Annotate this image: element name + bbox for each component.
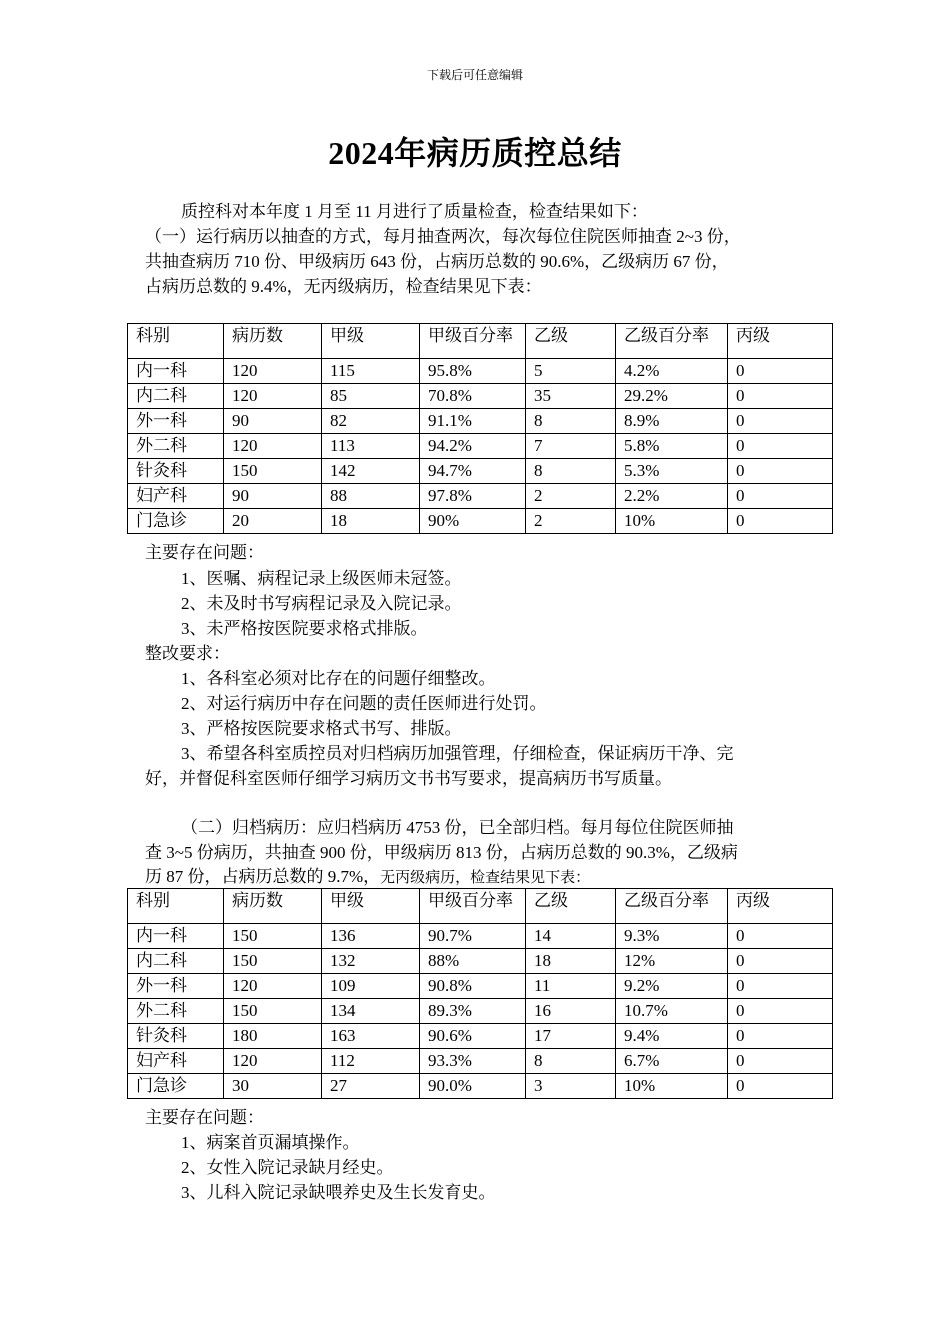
table-cell: 2.2%: [616, 484, 728, 509]
table-cell: 17: [526, 1024, 616, 1049]
table-cell: 内一科: [128, 924, 224, 949]
section2-line: 查 3~5 份病历，共抽查 900 份，甲级病历 813 份，占病历总数的 90.3%，乙级病: [145, 843, 738, 862]
table-cell: 90: [224, 409, 322, 434]
table-row: [128, 459, 833, 484]
section1-line: （一）运行病历以抽查的方式，每月抽查两次，每次每位住院医师抽查 2~3 份，: [145, 227, 741, 246]
table-cell: 113: [322, 434, 420, 459]
table-cell: 0: [728, 509, 833, 534]
table-cell: 85: [322, 384, 420, 409]
table-cell: 150: [224, 924, 322, 949]
rectify-item: 2、对运行病历中存在问题的责任医师进行处罚。: [181, 694, 547, 713]
problem-item: 1、病案首页漏填操作。: [181, 1133, 360, 1152]
page-header: 下载后可任意编辑: [426, 68, 523, 82]
table-cell: 外一科: [128, 409, 224, 434]
table-cell: 132: [322, 949, 420, 974]
table-header-cell: 病历数: [224, 889, 322, 924]
table-cell: 8: [526, 409, 616, 434]
table-cell: 4.2%: [616, 359, 728, 384]
table-cell: 30: [224, 1074, 322, 1099]
table-cell: 5: [526, 359, 616, 384]
table-cell: 35: [526, 384, 616, 409]
table-header-cell: 甲级: [322, 889, 420, 924]
table-cell: 20: [224, 509, 322, 534]
table-cell: 89.3%: [420, 999, 526, 1024]
table-header-cell: 丙级: [728, 324, 833, 359]
table-row: [128, 484, 833, 509]
table-cell: 115: [322, 359, 420, 384]
table-cell: 0: [728, 409, 833, 434]
table-cell: 2: [526, 509, 616, 534]
table-row: [128, 924, 833, 949]
table-cell: 外二科: [128, 434, 224, 459]
table-cell: 150: [224, 459, 322, 484]
table-row: [128, 359, 833, 384]
table-cell: 90: [224, 484, 322, 509]
table-cell: 5.8%: [616, 434, 728, 459]
table-cell: 5.3%: [616, 459, 728, 484]
table-cell: 6.7%: [616, 1049, 728, 1074]
table-cell: 82: [322, 409, 420, 434]
table-cell: 109: [322, 974, 420, 999]
table-cell: 3: [526, 1074, 616, 1099]
problem-item: 2、女性入院记录缺月经史。: [181, 1158, 394, 1177]
section2-line: [145, 864, 590, 891]
table-cell: 90%: [420, 509, 526, 534]
table-cell: 门急诊: [128, 509, 224, 534]
table-cell: 0: [728, 459, 833, 484]
table-cell: 93.3%: [420, 1049, 526, 1074]
table-cell: 内一科: [128, 359, 224, 384]
intro-paragraph: 质控科对本年度 1 月至 11 月进行了质量检查，检查结果如下：: [181, 202, 648, 221]
table-cell: 120: [224, 434, 322, 459]
table-cell: 94.2%: [420, 434, 526, 459]
table-cell: 120: [224, 384, 322, 409]
table-cell: 12%: [616, 949, 728, 974]
table-row: [128, 974, 833, 999]
table-header-cell: 甲级百分率: [420, 324, 526, 359]
table-row: [128, 1049, 833, 1074]
table-header-cell: 丙级: [728, 889, 833, 924]
table-cell: 91.1%: [420, 409, 526, 434]
table-cell: 134: [322, 999, 420, 1024]
section1-line: 占病历总数的 9.4%，无丙级病历，检查结果见下表：: [145, 277, 542, 296]
table-cell: 8: [526, 459, 616, 484]
table-row: [128, 384, 833, 409]
table-cell: 150: [224, 999, 322, 1024]
rectify-heading: 整改要求：: [145, 644, 230, 663]
table-cell: 0: [728, 384, 833, 409]
section2-line: （二）归档病历：应归档病历 4753 份，已全部归档。每月每位住院医师抽: [181, 818, 734, 837]
table-cell: 针灸科: [128, 1024, 224, 1049]
table-row: [128, 434, 833, 459]
table-cell: 88%: [420, 949, 526, 974]
table-cell: 0: [728, 949, 833, 974]
table-cell: 0: [728, 1024, 833, 1049]
section2-line3-small: 无丙级病历，检查结果见下表：: [380, 870, 591, 886]
table-row: [128, 509, 833, 534]
problem-item: 1、医嘱、病程记录上级医师未冠签。: [181, 569, 462, 588]
table-cell: 14: [526, 924, 616, 949]
table-cell: 94.7%: [420, 459, 526, 484]
table-cell: 门急诊: [128, 1074, 224, 1099]
table-cell: 妇产科: [128, 1049, 224, 1074]
problem-item: 3、未严格按医院要求格式排版。: [181, 619, 428, 638]
table-row: [128, 1024, 833, 1049]
document-title: 2024年病历质控总结: [328, 135, 622, 171]
table-header-cell: 科别: [128, 889, 224, 924]
table-header-cell: 病历数: [224, 324, 322, 359]
table-header-cell: 科别: [128, 324, 224, 359]
rectify-item: 1、各科室必须对比存在的问题仔细整改。: [181, 669, 496, 688]
table-header-cell: 甲级: [322, 324, 420, 359]
table-cell: 9.2%: [616, 974, 728, 999]
table-cell: 163: [322, 1024, 420, 1049]
table-cell: 70.8%: [420, 384, 526, 409]
rectify-item-continued: 好，并督促科室医师仔细学习病历文书书写要求，提高病历书写质量。: [145, 769, 672, 788]
table-cell: 120: [224, 1049, 322, 1074]
table-header-cell: 乙级百分率: [616, 889, 728, 924]
table-cell: 10.7%: [616, 999, 728, 1024]
table-header-row: [128, 324, 833, 359]
table-cell: 90.8%: [420, 974, 526, 999]
table-header-cell: 甲级百分率: [420, 889, 526, 924]
table-cell: 18: [526, 949, 616, 974]
problems-heading: 主要存在问题：: [145, 1108, 264, 1127]
table-row: [128, 949, 833, 974]
problem-item: 3、儿科入院记录缺喂养史及生长发育史。: [181, 1183, 496, 1202]
problems-heading: 主要存在问题：: [145, 543, 264, 562]
table-cell: 外一科: [128, 974, 224, 999]
table-cell: 90.0%: [420, 1074, 526, 1099]
table-cell: 0: [728, 1074, 833, 1099]
table-cell: 180: [224, 1024, 322, 1049]
table-cell: 90.6%: [420, 1024, 526, 1049]
table-cell: 妇产科: [128, 484, 224, 509]
table-cell: 95.8%: [420, 359, 526, 384]
table-cell: 150: [224, 949, 322, 974]
table-cell: 外二科: [128, 999, 224, 1024]
table-cell: 11: [526, 974, 616, 999]
rectify-item: 3、严格按医院要求格式书写、排版。: [181, 719, 462, 738]
table-cell: 29.2%: [616, 384, 728, 409]
table-cell: 120: [224, 974, 322, 999]
section1-line: 共抽查病历 710 份、甲级病历 643 份，占病历总数的 90.6%，乙级病历 67 份，: [145, 252, 729, 271]
table-row: [128, 999, 833, 1024]
table-header-cell: 乙级: [526, 889, 616, 924]
table-cell: 0: [728, 999, 833, 1024]
table-cell: 120: [224, 359, 322, 384]
table-cell: 9.3%: [616, 924, 728, 949]
table-cell: 7: [526, 434, 616, 459]
section2-line3-main: 历 87 份，占病历总数的 9.7%，: [145, 867, 381, 886]
table-header-cell: 乙级百分率: [616, 324, 728, 359]
table-cell: 2: [526, 484, 616, 509]
table-cell: 9.4%: [616, 1024, 728, 1049]
table-section2: [127, 888, 833, 1099]
table-cell: 内二科: [128, 949, 224, 974]
table-cell: 0: [728, 484, 833, 509]
table-cell: 16: [526, 999, 616, 1024]
table-cell: 88: [322, 484, 420, 509]
table-header-row: [128, 889, 833, 924]
table-header-cell: 乙级: [526, 324, 616, 359]
table-cell: 针灸科: [128, 459, 224, 484]
table-cell: 0: [728, 974, 833, 999]
table-cell: 0: [728, 434, 833, 459]
table-cell: 27: [322, 1074, 420, 1099]
table-cell: 10%: [616, 509, 728, 534]
table-cell: 8: [526, 1049, 616, 1074]
table-cell: 10%: [616, 1074, 728, 1099]
table-cell: 0: [728, 359, 833, 384]
table-section1: [127, 323, 833, 534]
rectify-item: 3、希望各科室质控员对归档病历加强管理，仔细检查，保证病历干净、完: [181, 744, 734, 763]
table-cell: 97.8%: [420, 484, 526, 509]
table-cell: 90.7%: [420, 924, 526, 949]
table-cell: 142: [322, 459, 420, 484]
table-cell: 112: [322, 1049, 420, 1074]
table-cell: 8.9%: [616, 409, 728, 434]
table-cell: 136: [322, 924, 420, 949]
table-row: [128, 1074, 833, 1099]
table-cell: 0: [728, 1049, 833, 1074]
table-cell: 内二科: [128, 384, 224, 409]
table-row: [128, 409, 833, 434]
table-cell: 0: [728, 924, 833, 949]
table-cell: 18: [322, 509, 420, 534]
problem-item: 2、未及时书写病程记录及入院记录。: [181, 594, 462, 613]
